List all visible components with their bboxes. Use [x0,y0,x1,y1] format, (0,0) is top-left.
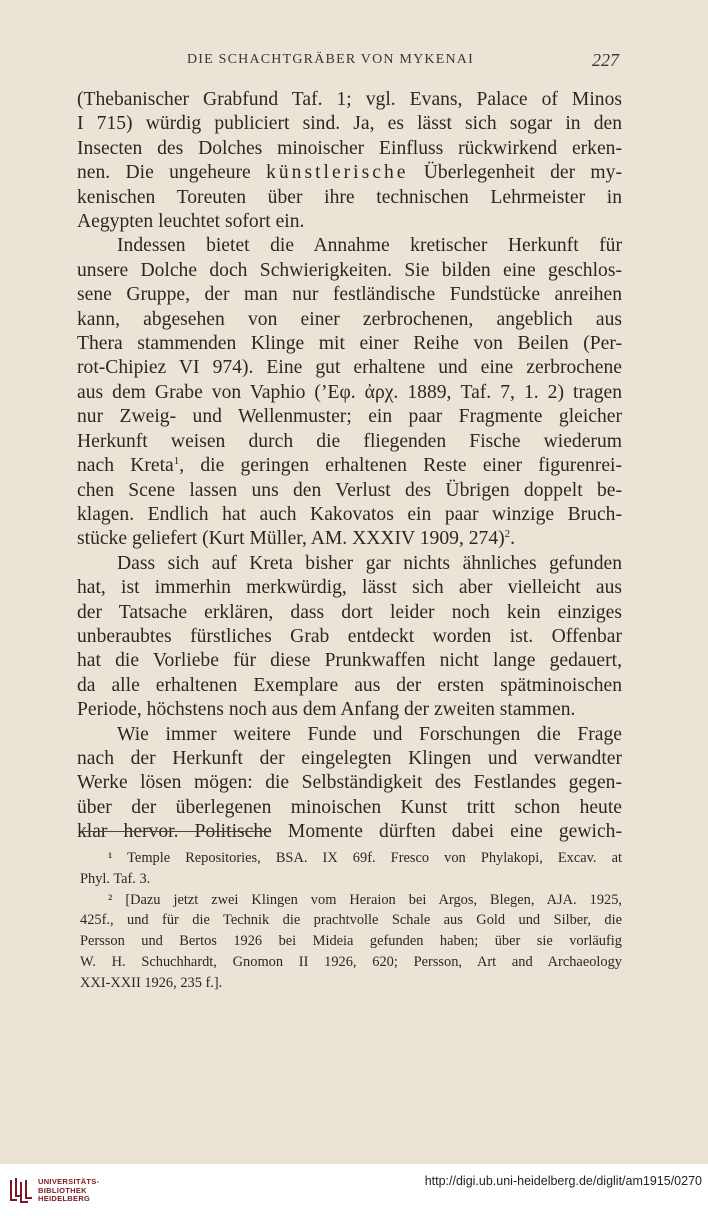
paragraph-3 [77,552,622,723]
text-line: kenischen Toreuten über ihre technischen Lehrmeister in [77,186,622,208]
text-line [77,527,622,551]
text-segment: nach Kreta [77,455,174,477]
running-head [77,52,625,76]
text-line: kann, abgesehen von einer zerbrochenen, angeblich aus [77,308,622,330]
footnote-line: Persson und Bertos 1926 bei Mideia gefunden haben; über sie vorläufig [80,933,622,950]
text-line: da alle erhaltenen Exemplare aus der ersten spätminoischen [77,674,622,696]
text-line: der Tatsache erklären, dass dort leider noch kein einziges [77,601,622,623]
paragraph-1 [77,88,622,234]
text-segment: , die geringen erhaltenen Reste einer figurenrei- [179,455,623,477]
footnote-line: XXI-XXII 1926, 235 f.]. [80,974,223,991]
footnote-2 [80,890,622,994]
text-line: Aegypten leuchtet sofort ein. [77,211,305,233]
footnote-line: 425f., und für die Technik die prachtvolle Schale aus Gold und Silber, die [80,912,622,929]
logo-line: HEIDELBERG [38,1194,91,1203]
paragraph-2 [77,234,622,551]
text-line: über der überlegenen minoischen Kunst tritt schon heute [77,796,622,818]
text-line: chen Scene lassen uns den Verlust des Übrigen doppelt be- [77,479,622,501]
text-line: I 715) würdig publiciert sind. Ja, es lässt sich sogar in den [77,113,622,135]
text-line: Dass sich auf Kreta bisher gar nichts ähnliches gefunden [117,552,622,574]
library-logo-text [38,1178,99,1204]
text-line: Indessen bietet die Annahme kretischer Herkunft für [117,235,622,257]
text-line: (Thebanischer Grabfund Taf. 1; vgl. Evans, Palace of Minos [77,89,622,110]
body-text [77,88,622,845]
emphasized-word: künstlerische [266,162,409,184]
footnote-line: Phyl. Taf. 3. [80,870,151,887]
text-segment: nen. Die ungeheure [77,162,267,184]
text-line: aus dem Grabe von Vaphio (’Εφ. ἀρχ. 1889, Taf. 7, 1. 2) tragen [77,381,622,403]
text-line: Insecten des Dolches minoischer Einfluss rückwirkend erken- [77,137,622,159]
logo-line: UNIVERSITÄTS- [38,1177,100,1186]
text-line: nach der Herkunft der eingelegten Klingen und verwandter [77,747,622,769]
text-line: klar hervor. Politische Momente dürften dabei eine gewich- [77,821,622,843]
footnote-line: ² [Dazu jetzt zwei Klingen vom Heraion bei Argos, Blegen, AJA. 1925, [108,891,622,908]
page-number: 227 [592,50,619,70]
digitization-footer [0,1164,708,1216]
logo-line: BIBLIOTHEK [38,1185,87,1195]
footnotes [80,848,622,994]
text-line [77,161,622,185]
text-line: Herkunft weisen durch die fliegenden Fische wiederum [77,430,622,452]
paragraph-4 [77,723,622,845]
text-line: klagen. Endlich hat auch Kakovatos ein paar winzige Bruch- [77,503,622,525]
text-line [77,454,622,478]
footnote-ref-2[interactable]: 2 [504,528,511,541]
library-logo-icon[interactable] [8,1176,34,1204]
text-line: unsere Dolche doch Schwierigkeiten. Sie bilden eine geschlos- [77,259,622,281]
footnote-line: ¹ Temple Repositories, BSA. IX 69f. Fresco von Phylakopi, Excav. at [108,850,622,866]
text-line: hat, ist immerhin merkwürdig, lässt sich aber vielleicht aus [77,577,622,599]
text-line: Werke lösen mögen: die Selbständigkeit des Festlandes gegen- [77,772,622,794]
footnote-1 [80,848,622,890]
source-url-link[interactable]: http://digi.ub.uni-heidelberg.de/diglit/am1915/0270 [424,1174,702,1188]
footnote-divider [80,831,270,832]
text-line: Periode, höchstens noch aus dem Anfang der zweiten stammen. [77,699,576,721]
text-line: sene Gruppe, der man nur festländische Fundstücke anreihen [77,284,622,306]
footnote-ref-1[interactable]: 1 [173,455,180,468]
text-segment: Überlegenheit der my- [408,162,622,184]
text-line: Wie immer weitere Funde und Forschungen die Frage [117,723,622,745]
text-segment: stücke geliefert (Kurt Müller, AM. XXXIV 1909, 274) [77,528,505,550]
footnote-line: W. H. Schuchhardt, Gnomon II 1926, 620; Persson, Art and Archaeology [80,953,622,970]
text-line: Thera stammenden Klinge mit einer Reihe von Beilen (Per- [77,333,622,355]
text-line: hat die Vorliebe für diese Prunkwaffen nicht lange gedauert, [77,650,622,672]
text-segment: . [510,528,516,550]
text-line: unberaubtes fürstliches Grab entdeckt worden ist. Offenbar [77,625,622,647]
running-title: DIE SCHACHTGRÄBER VON MYKENAI [187,52,474,67]
text-line: nur Zweig- und Wellenmuster; ein paar Fragmente gleicher [77,406,622,428]
text-line: rot-Chipiez VI 974). Eine gut erhaltene und eine zerbrochene [77,357,622,379]
